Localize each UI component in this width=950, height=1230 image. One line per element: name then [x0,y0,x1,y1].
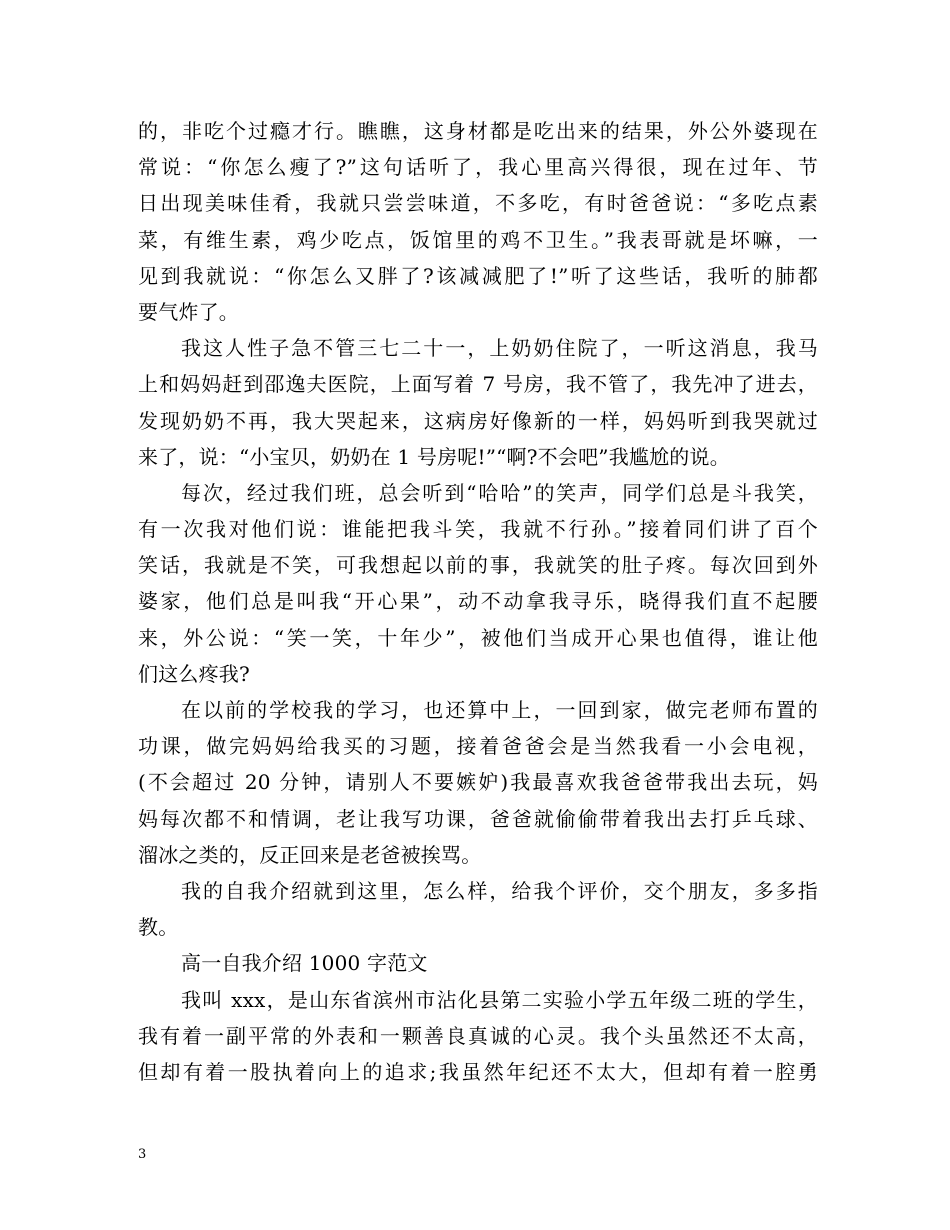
text-line: 婆家，他们总是叫我“开心果”，动不动拿我寻乐，晓得我们直不起腰 [138,589,818,614]
text-line: 在以前的学校我的学习，也还算中上，一回到家，做完老师布置的 [181,698,818,722]
text-line: 妈每次都不和情调，老让我写功课，爸爸就偷偷带着我出去打乒乓球、 [138,806,818,831]
text-line: 溜冰之类的，反正回来是老爸被挨骂。 [138,842,482,867]
text-line: 笑话，我就是不笑，可我想起以前的事，我就笑的肚子疼。每次回到外 [138,553,818,578]
text-line: 我的自我介绍就到这里，怎么样，给我个评价，交个朋友，多多指 [181,878,818,903]
text-line: 我叫 xxx，是山东省滨州市沾化县第二实验小学五年级二班的学生， [181,987,818,1012]
text-line: 高一自我介绍 1000 字范文 [181,951,428,976]
text-line: 来了，说：“小宝贝，奶奶在 1 号房呢!”“啊?不会吧”我尴尬的说。 [138,444,730,469]
text-line: 教。 [138,915,179,940]
document-body [138,113,818,1090]
text-line: 来，外公说：“笑一笑，十年少”，被他们当成开心果也值得，谁让他 [138,625,818,650]
text-line: 有一次我对他们说：谁能把我斗笑，我就不行孙。”接着同们讲了百个 [138,517,818,542]
text-line: 每次，经过我们班，总会听到“哈哈”的笑声，同学们总是斗我笑， [181,480,818,505]
text-line: 功课，做完妈妈给我买的习题，接着爸爸会是当然我看一小会电视， [138,734,818,759]
text-line: (不会超过 20 分钟，请别人不要嫉妒)我最喜欢我爸爸带我出去玩，妈 [138,770,818,795]
text-line: 发现奶奶不再，我大哭起来，这病房好像新的一样，妈妈听到我哭就过 [138,408,818,433]
text-line: 但却有着一股执着向上的追求;我虽然年纪还不太大，但却有着一腔勇 [138,1059,818,1084]
text-line: 要气炸了。 [138,299,239,324]
text-line: 见到我就说：“你怎么又胖了?该减减肥了!”听了这些话，我听的肺都 [138,263,818,288]
text-line: 的，非吃个过瘾才行。瞧瞧，这身材都是吃出来的结果，外公外婆现在 [138,119,818,143]
text-line: 日出现美味佳肴，我就只尝尝味道，不多吃，有时爸爸说：“多吃点素 [138,191,818,216]
text-line: 我有着一副平常的外表和一颗善良真诚的心灵。我个头虽然还不太高， [138,1023,818,1048]
text-line: 我这人性子急不管三七二十一，上奶奶住院了，一听这消息，我马 [181,336,818,361]
page-number: 3 [138,1147,147,1162]
text-line: 菜，有维生素，鸡少吃点，饭馆里的鸡不卫生。”我表哥就是坏嘛，一 [138,227,818,252]
text-line: 常说：“你怎么瘦了?”这句话听了，我心里高兴得很，现在过年、节 [138,155,818,180]
text-line: 们这么疼我? [138,661,250,686]
text-line: 上和妈妈赶到邵逸夫医院，上面写着 7 号房，我不管了，我先冲了进去， [138,372,818,397]
